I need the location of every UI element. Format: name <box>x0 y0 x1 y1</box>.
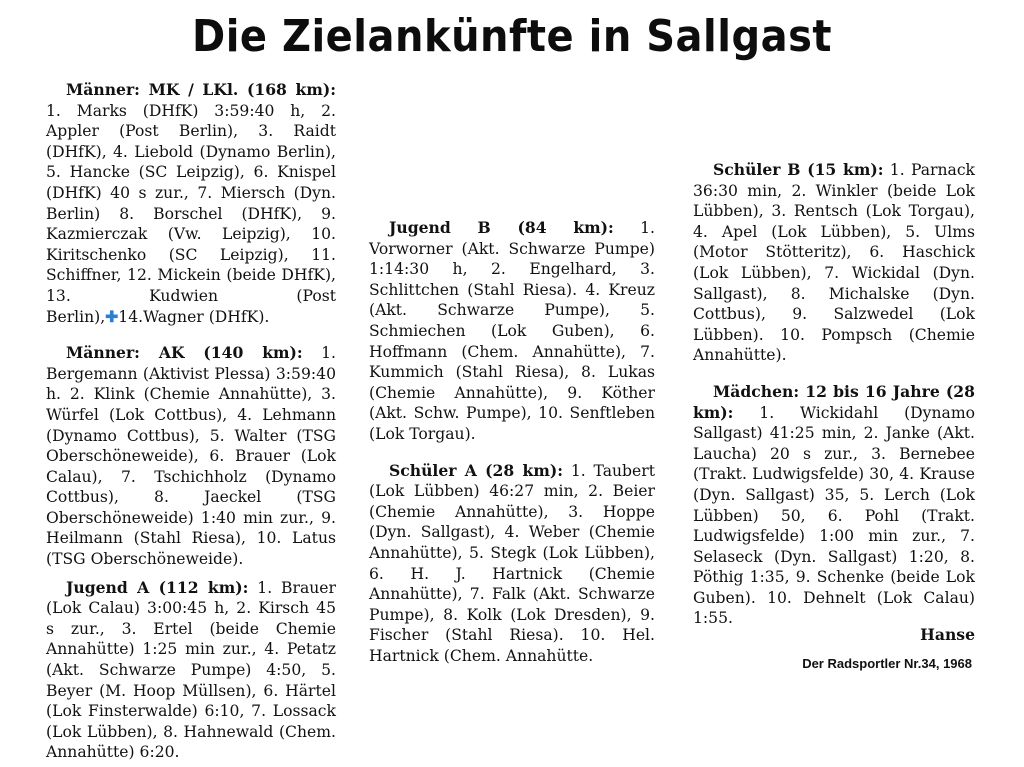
author-signature: Hanse <box>920 625 975 645</box>
section-text: 1. Taubert (Lok Lübben) 46:27 min, 2. Beier (Chemie Annahütte), 3. Hoppe (Dyn. Sallgast), 4. Weber (Chemie Annahütte), 5. Stegk (Lok Lübben), 6. H. J. Hartnick (Chemie Annahütte), 7. Falk (Akt. Schwarze Pumpe), 8. Kolk (Lok Dresden), 9. Fischer (Stahl Riesa). 10. Hel. Hartnick (Chem. Annahütte. <box>369 461 655 665</box>
results-schueler-b <box>693 160 975 366</box>
results-maenner-ak <box>46 343 336 570</box>
results-maenner-mk <box>46 80 336 327</box>
section-heading: Männer: AK (140 km): <box>66 343 303 363</box>
column-3 <box>693 160 975 646</box>
section-text: 1. Marks (DHfK) 3:59:40 h, 2. Appler (Post Berlin), 3. Raidt (DHfK), 4. Liebold (Dynamo Berlin), 5. Hancke (SC Leipzig), 6. Knispel (DHfK) 40 s zur., 7. Miersch (Dyn. Berlin) 8. Borschel (DHfK), 9. Kazmierczak (Vw. Leipzig), 10. Kiritschenko (SC Leipzig), 11. Schiffner, 12. Mickein (beide DHfK), 13. Kudwien (Post Berlin), <box>46 101 336 326</box>
column-2 <box>369 218 655 682</box>
section-heading: Schüler A (28 km): <box>389 460 563 480</box>
section-heading: Schüler B (15 km): <box>713 160 884 179</box>
section-text: 1. Parnack 36:30 min, 2. Winkler (beide Lok Lübben), 3. Rentsch (Lok Torgau), 4. Apel (Lok Lübben), 5. Ulms (Motor Stötteritz), 6. Haschick (Lok Lübben), 7. Wickidal (Dyn. Sallgast), 8. Michalske (Dyn. Cottbus), 9. Salzwedel (Lok Lübben). 10. Pompsch (Chemie Annahütte). <box>693 161 976 365</box>
page-title: Die Zielankünfte in Sallgast <box>191 12 832 62</box>
section-text: 1. Brauer (Lok Calau) 3:00:45 h, 2. Kirsch 45 s zur., 3. Ertel (beide Chemie Annahütte) 1:25 min zur., 4. Petatz (Akt. Schwarze Pumpe) 4:50, 5. Beyer (M. Hoop Müllsen), 6. Härtel (Lok Finsterwalde) 6:10, 7. Lossack (Lok Lübben), 8. Hahnewald (Chem. Annahütte) 6:20. <box>46 578 336 762</box>
results-maedchen <box>693 382 975 629</box>
results-schueler-a <box>369 461 655 667</box>
column-1 <box>46 80 336 767</box>
section-heading: Männer: MK / LKl. (168 km): <box>66 80 336 99</box>
section-text: 1. Bergemann (Aktivist Plessa) 3:59:40 h. 2. Klink (Chemie Annahütte), 3. Würfel (Lok Cottbus), 4. Lehmann (Dynamo Cottbus), 5. Walter (TSG Oberschöneweide), 6. Brauer (Lok Calau), 7. Tschichholz (Dynamo Cottbus), 8. Jaeckel (TSG Oberschöneweide) 1:40 min zur., 9. Heilmann (Stahl Riesa), 10. Latus (TSG Oberschöneweide). <box>46 344 336 569</box>
section-heading: Mädchen: 12 bis 16 Jahre (28 km): <box>693 381 975 422</box>
section-text: 1. Vorworner (Akt. Schwarze Pumpe) 1:14:30 h, 2. Engelhard, 3. Schlittchen (Stahl Riesa). 4. Kreuz (Akt. Schwarze Pumpe), 5. Schmiechen (Lok Guben), 6. Hoffmann (Chem. Annahütte), 7. Kummich (Stahl Riesa), 8. Lukas (Chemie Annahütte), 9. Köther (Akt. Schw. Pumpe), 10. Senftleben (Lok Torgau). <box>369 219 655 443</box>
plus-mark-icon: ✚ <box>105 306 119 326</box>
section-heading: Jugend B (84 km): <box>389 218 614 237</box>
results-jugend-a-part-1 <box>46 578 336 763</box>
section-text: 1. Wickidahl (Dynamo Sallgast) 41:25 min, 2. Janke (Akt. Laucha) 20 s zur., 3. Bernebee (Trakt. Ludwigsfelde) 30, 4. Krause (Dyn. Sallgast) 35, 5. Lerch (Lok Lübben) 50, 6. Pohl (Trakt. Ludwigsfelde) 1:00 min zur., 7. Selaseck (Dyn. Sallgast) 1:20, 8. Pöthig 1:35, 9. Schenke (beide Lok Guben). 10. Dehnelt (Lok Calau) 1:55. <box>693 403 975 628</box>
results-jugend-b <box>369 218 655 445</box>
section-text-continued: 14.Wagner (DHfK). <box>118 307 270 326</box>
source-citation: Der Radsportler Nr.34, 1968 <box>802 656 972 671</box>
section-heading: Jugend A (112 km): <box>66 577 249 597</box>
